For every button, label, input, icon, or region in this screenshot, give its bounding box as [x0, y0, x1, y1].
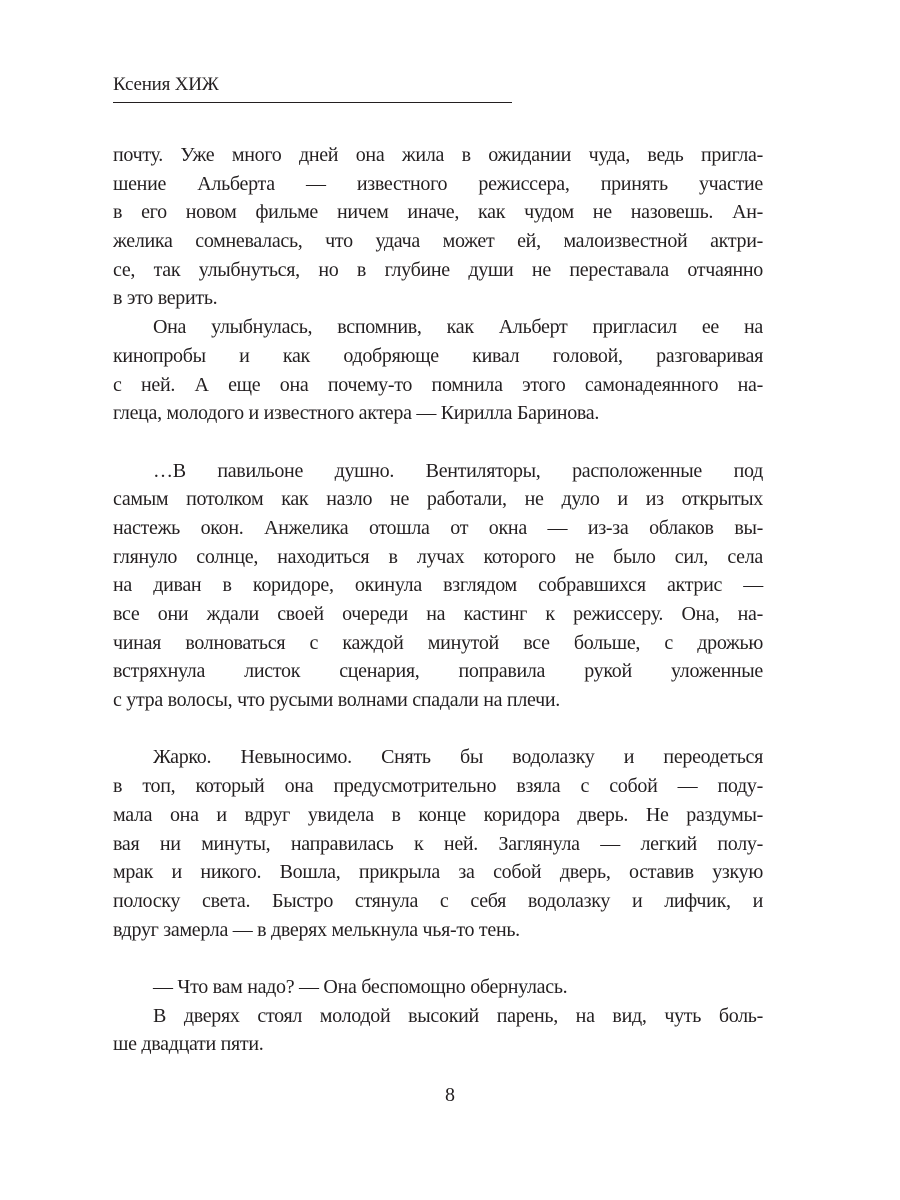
text-line: шение Альберта — известного режиссера, принять участие: [113, 172, 763, 195]
text-line: почту. Уже много дней она жила в ожидании чуда, ведь пригла-: [113, 144, 763, 166]
text-line: с ней. А еще она почему-то помнила этого самонадеянного на-: [113, 373, 763, 396]
text-line: на диван в коридоре, окинула взглядом собравшихся актрис —: [113, 574, 763, 597]
text-line: се, так улыбнуться, но в глубине души не переставала отчаянно: [113, 258, 763, 281]
text-line: — Что вам надо? — Она беспомощно обернулась.: [153, 975, 568, 998]
text-line: глянуло солнце, находиться в лучах которого не было сил, села: [113, 545, 763, 568]
text-line: ше двадцати пяти.: [113, 1033, 264, 1056]
text-line: глеца, молодого и известного актера — Кирилла Баринова.: [113, 402, 600, 425]
text-line: с утра волосы, что русыми волнами спадали на плечи.: [113, 689, 560, 712]
paragraph: [113, 457, 763, 715]
text-line: вая ни минуты, направилась к ней. Заглянула — легкий полу-: [113, 832, 763, 855]
text-line: мрак и никого. Вошла, прикрыла за собой дверь, оставив узкую: [113, 861, 763, 884]
text-line: вдруг замерла — в дверях мелькнула чья-то тень.: [113, 918, 520, 941]
page-number: 8: [445, 1084, 455, 1106]
text-line: Она улыбнулась, вспомнив, как Альберт пригласил ее на: [153, 316, 763, 339]
body-text: [113, 141, 763, 1059]
text-line: …В павильоне душно. Вентиляторы, расположенные под: [153, 459, 763, 482]
text-line: в его новом фильме ничем иначе, как чудом не назовешь. Ан-: [113, 201, 763, 224]
text-line: настежь окон. Анжелика отошла от окна — из-за облаков вы-: [113, 516, 763, 539]
paragraph: [113, 141, 763, 313]
text-line: встряхнула листок сценария, поправила рукой уложенные: [113, 660, 763, 683]
paragraph: [113, 973, 763, 1002]
paragraph: [113, 313, 763, 428]
header-rule: [113, 102, 512, 103]
running-head-author: Ксения ХИЖ: [113, 74, 219, 95]
text-line: в топ, который она предусмотрительно взяла с собой — поду-: [113, 775, 763, 798]
text-line: в это верить.: [113, 287, 218, 310]
paragraph: [113, 1002, 763, 1059]
text-line: мала она и вдруг увидела в конце коридора дверь. Не раздумы-: [113, 803, 763, 826]
text-line: кинопробы и как одобряюще кивал головой, разговаривая: [113, 344, 763, 367]
text-line: полоску света. Быстро стянула с себя водолазку и лифчик, и: [113, 889, 763, 912]
text-line: самым потолком как назло не работали, не дуло и из открытых: [113, 488, 763, 511]
text-line: чиная волноваться с каждой минутой все больше, с дрожью: [113, 631, 763, 654]
text-line: Жарко. Невыносимо. Снять бы водолазку и переодеться: [153, 746, 763, 769]
text-line: В дверях стоял молодой высокий парень, на вид, чуть боль-: [153, 1004, 763, 1027]
text-line: все они ждали своей очереди на кастинг к режиссеру. Она, на-: [113, 603, 763, 625]
paragraph: [113, 743, 763, 944]
text-line: желика сомневалась, что удача может ей, малоизвестной актри-: [113, 230, 763, 253]
